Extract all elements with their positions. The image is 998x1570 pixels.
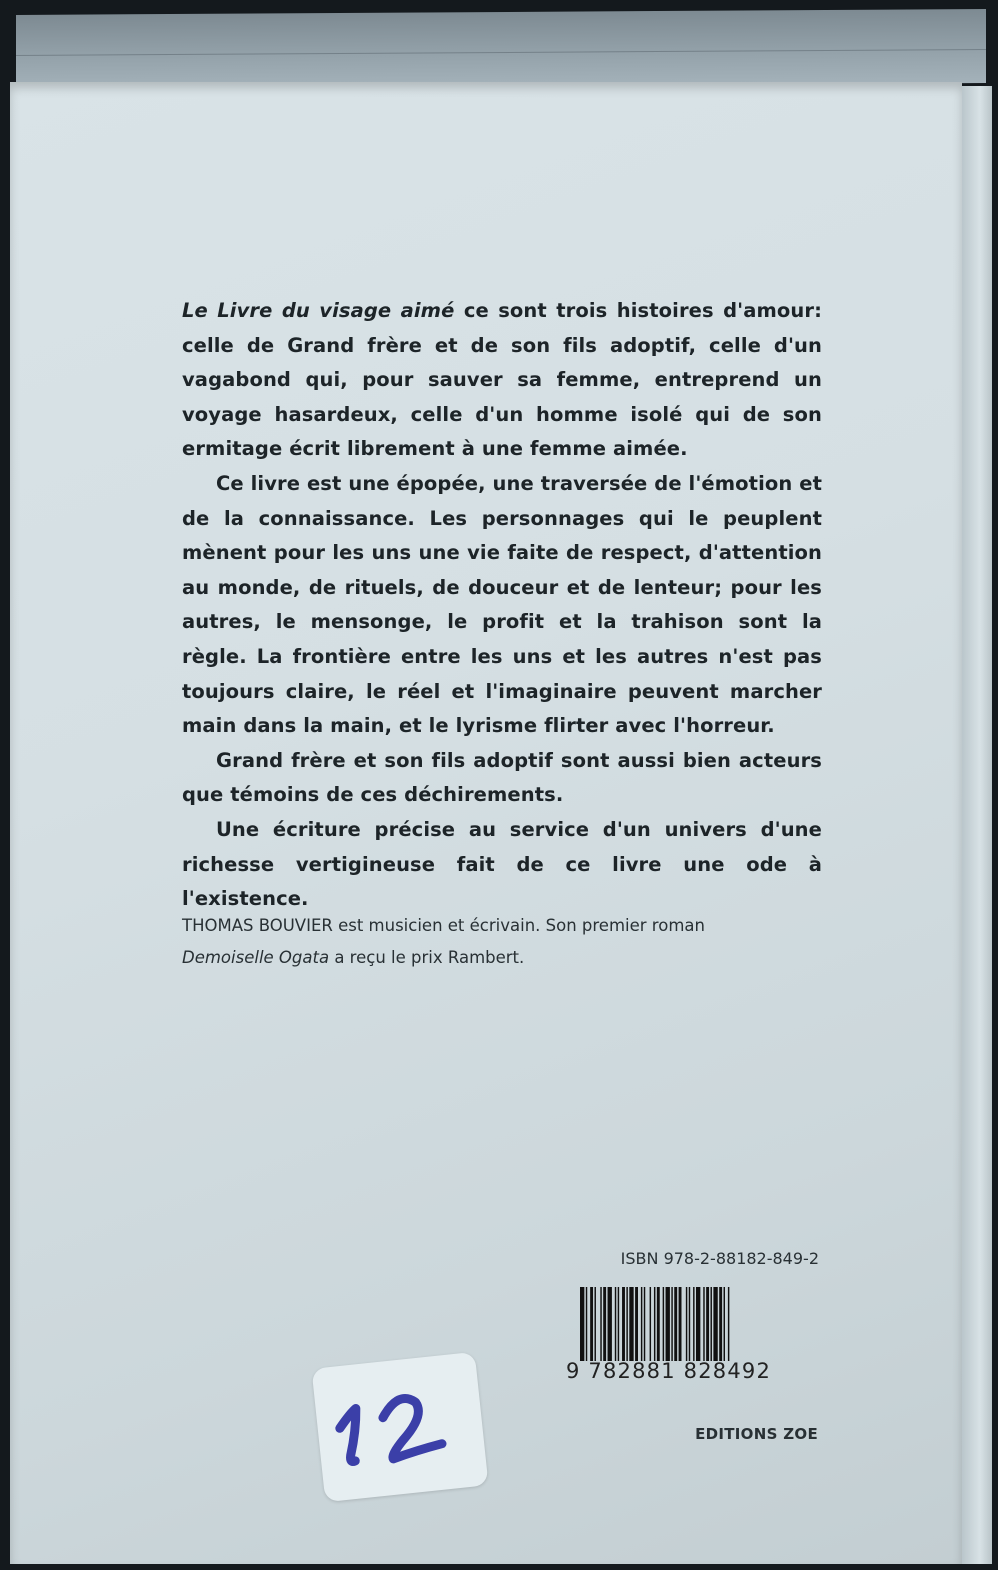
bio-line-2 <box>182 942 822 974</box>
isbn-label: ISBN 978-2-88182-849-2 <box>620 1249 819 1268</box>
barcode-digits: 9 782881 828492 <box>566 1359 772 1383</box>
blurb <box>182 294 822 917</box>
handwritten-number-icon <box>311 1352 488 1502</box>
barcode-icon <box>580 1287 820 1361</box>
page-block-top <box>16 9 986 89</box>
book-title: Le Livre du visage aimé <box>182 299 455 322</box>
first-novel-title: Demoiselle Ogata <box>182 948 330 967</box>
author-bio <box>182 910 822 974</box>
handwritten-sticker <box>311 1352 488 1502</box>
blurb-paragraph-4: Une écriture précise au service d'un univers d'une richesse vertigineuse fait de ce livre une ode à l'existence. <box>182 817 822 911</box>
blurb-paragraph-3: Grand frère et son fils adoptif sont aussi bien acteurs que témoins de ces déchirements. <box>182 748 822 807</box>
publisher-name: EDITIONS ZOE <box>695 1425 818 1443</box>
blurb-paragraph-1 <box>182 294 822 467</box>
bio-line-2-text: a reçu le prix Rambert. <box>329 948 525 967</box>
cover-edge <box>962 86 992 1564</box>
bio-line-1: THOMAS BOUVIER est musicien et écrivain. Son premier roman <box>182 916 705 935</box>
blurb-p1-text: ce sont trois histoires d'amour: celle de Grand frère et de son fils adoptif, celle d'un vagabond qui, pour sauver sa femme, entreprend un voyage hasardeux, celle d'un homme isolé qui de son ermitage écrit librement à une femme aimée. <box>182 299 822 461</box>
blurb-paragraph-2: Ce livre est une épopée, une traversée de l'émotion et de la connaissance. Les personnages qui le peuplent mènent pour les uns une vie faite de respect, d'attention au monde, de rituels, de douceur et de lenteur; pour les autres, le mensonge, le profit et la trahison sont la règle. La frontière entre les uns et les autres n'est pas toujours claire, le réel et l'imaginaire peuvent marcher main dans la main, et le lyrisme flirter avec l'horreur. <box>182 471 822 738</box>
